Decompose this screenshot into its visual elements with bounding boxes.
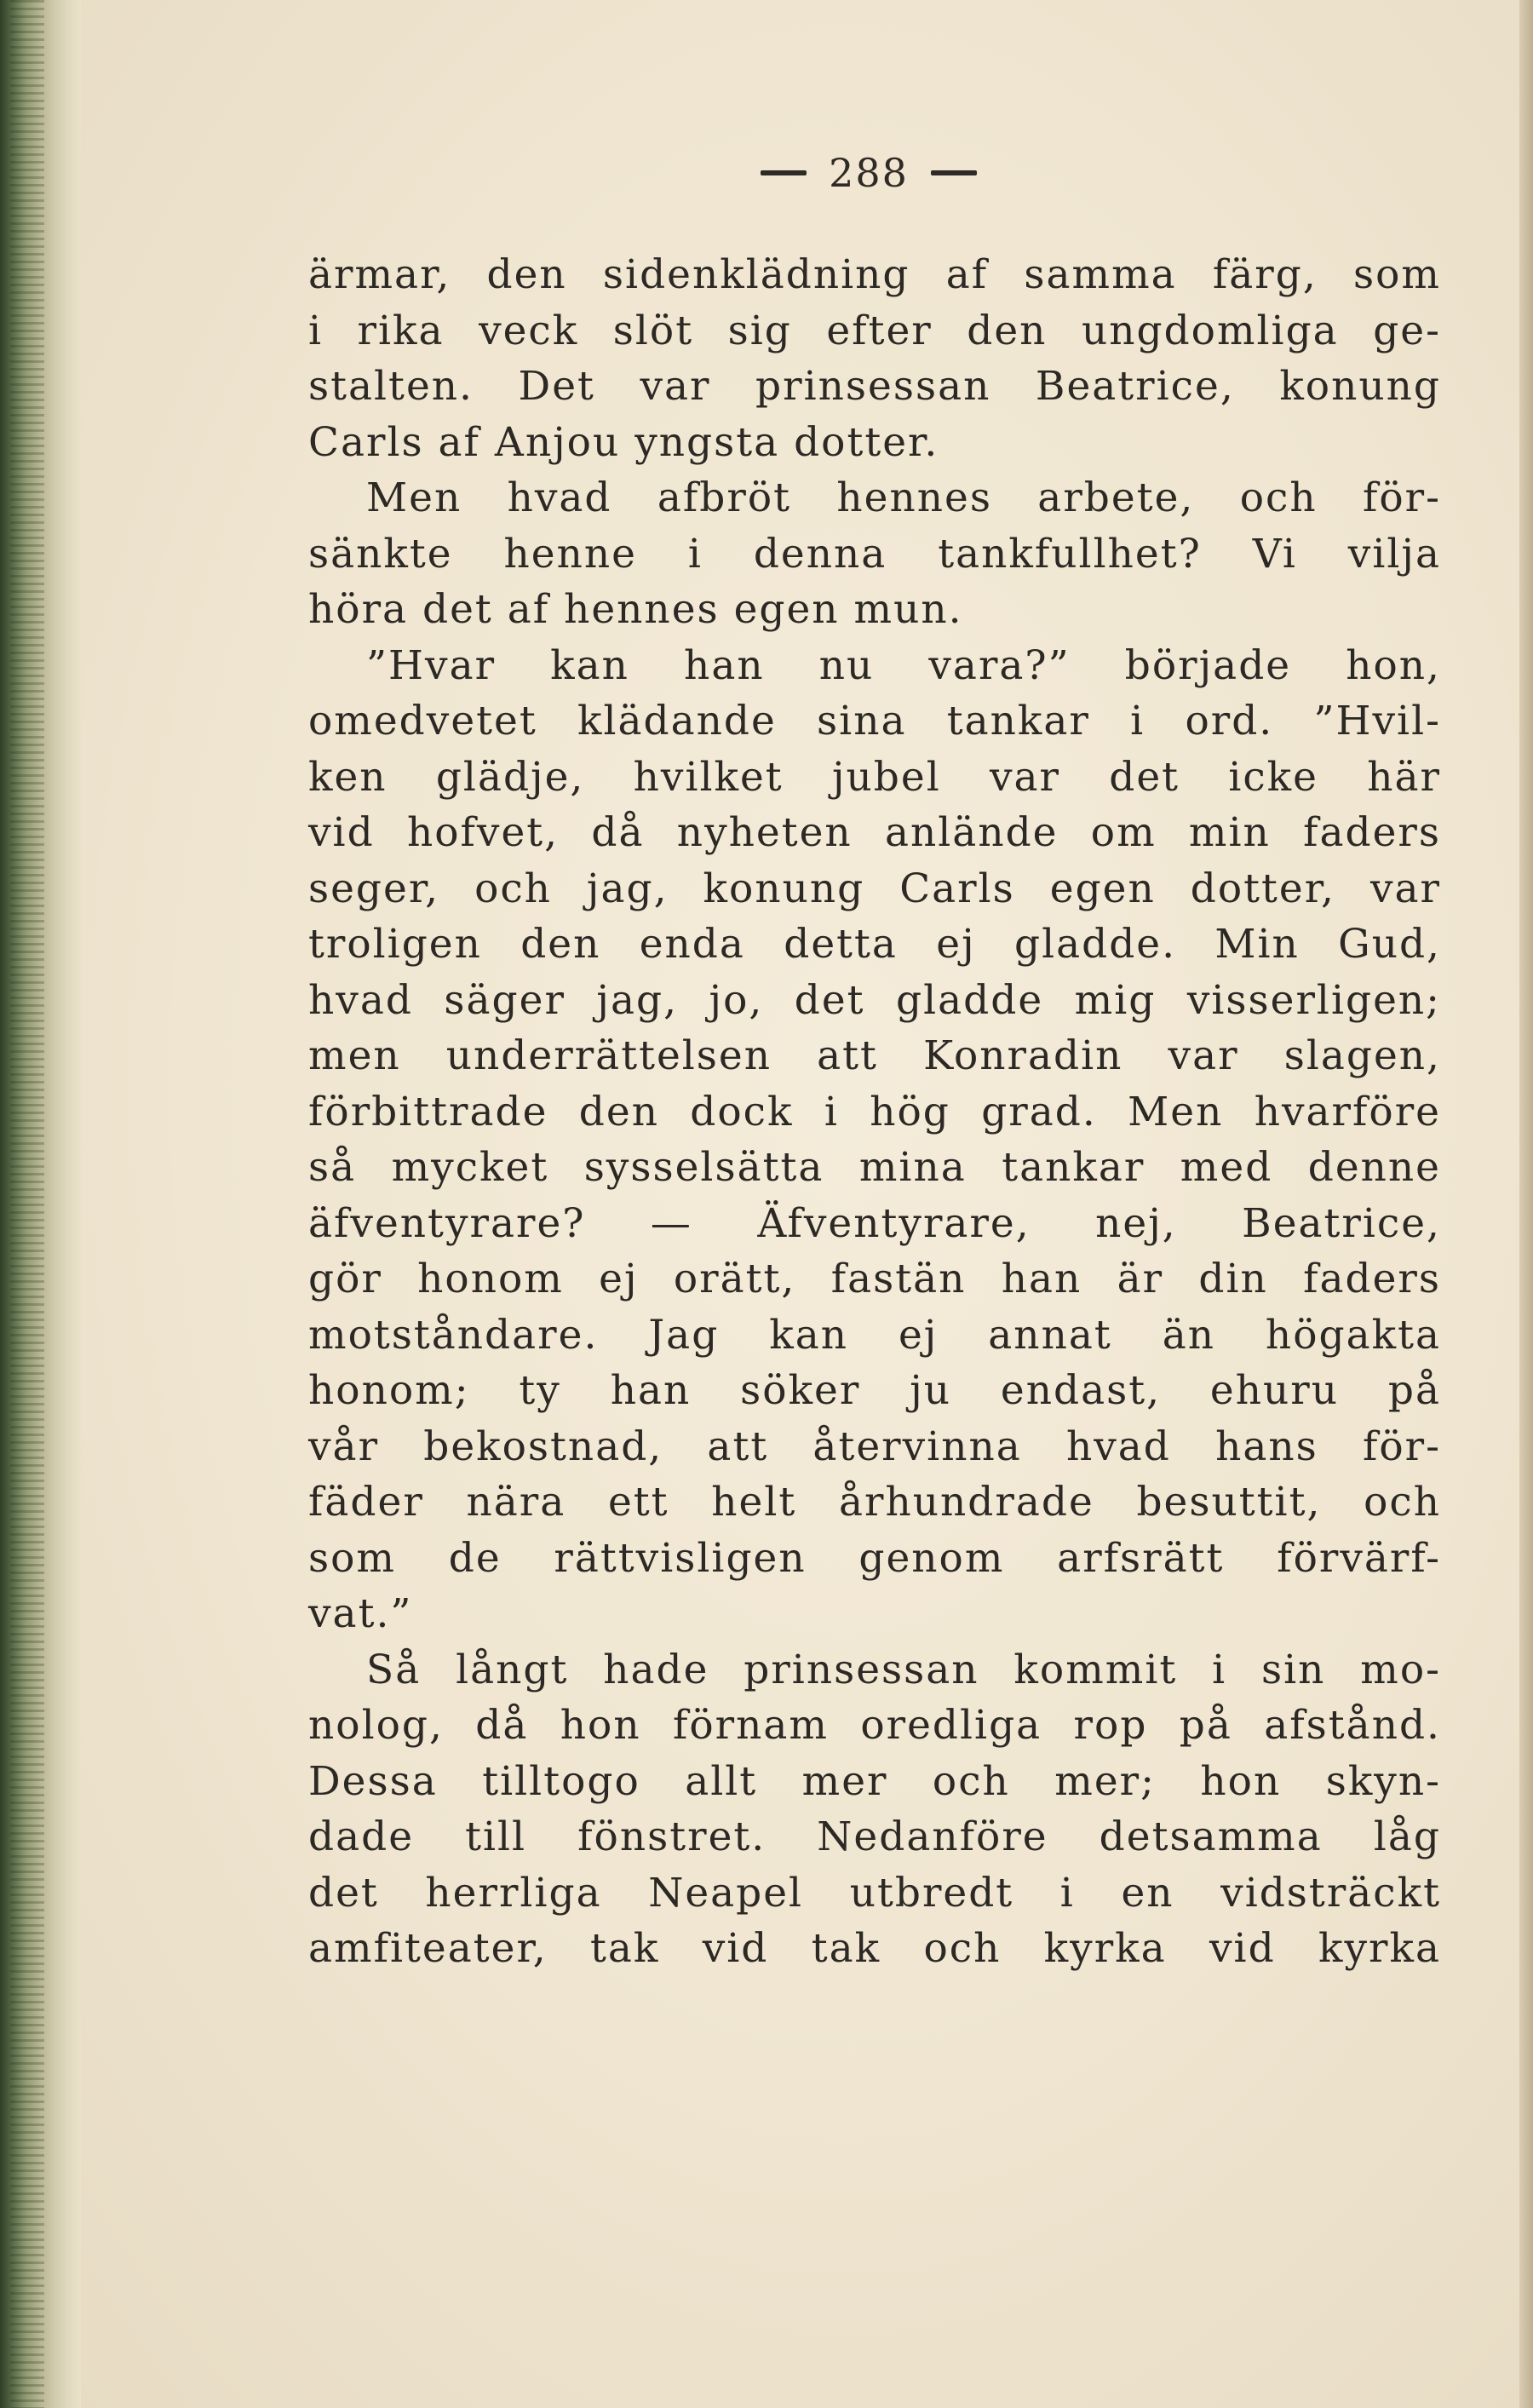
text-line: vat.” bbox=[308, 1590, 413, 1637]
text-line: så mycket sysselsätta mina tankar med denne bbox=[308, 1144, 1441, 1191]
text-line: sänkte henne i denna tankfullhet? Vi vilja bbox=[308, 530, 1441, 578]
text-line: seger, och jag, konung Carls egen dotter, var bbox=[308, 865, 1441, 912]
text-line: dade till fönstret. Nedanföre detsamma låg bbox=[308, 1813, 1441, 1860]
text-line: ken glädje, hvilket jubel var det icke här bbox=[308, 753, 1441, 801]
text-line: i rika veck slöt sig efter den ungdomliga ge- bbox=[308, 307, 1441, 354]
text-line: som de rättvisligen genom arfsrätt förvärf- bbox=[308, 1534, 1441, 1582]
text-line: vår bekostnad, att återvinna hvad hans för- bbox=[308, 1422, 1441, 1470]
text-line: höra det af hennes egen mun. bbox=[308, 586, 963, 633]
text-line: ”Hvar kan han nu vara?” började hon, bbox=[366, 641, 1441, 689]
text-line: gör honom ej orätt, fastän han är din faders bbox=[308, 1256, 1441, 1302]
text-line: troligen den enda detta ej gladde. Min Gud, bbox=[308, 921, 1441, 968]
text-line: Så långt hade prinsessan kommit i sin mo- bbox=[366, 1646, 1441, 1693]
text-line: det herrliga Neapel utbredt i en vidsträckt bbox=[308, 1869, 1441, 1917]
text-line: vid hofvet, då nyheten anlände om min faders bbox=[308, 809, 1441, 856]
text-line: äfventyrare? — Äfventyrare, nej, Beatrice, bbox=[308, 1199, 1441, 1247]
text-line: Carls af Anjou yngsta dotter. bbox=[308, 418, 939, 466]
text-line: hvad säger jag, jo, det gladde mig visserligen; bbox=[308, 976, 1441, 1024]
text-line: amfiteater, tak vid tak och kyrka vid kyrka bbox=[308, 1925, 1441, 1972]
text-line: nolog, då hon förnam oredliga rop på afstånd. bbox=[308, 1702, 1441, 1749]
text-line: Men hvad afbröt hennes arbete, och för- bbox=[366, 474, 1441, 521]
page-number: 288 bbox=[829, 150, 909, 196]
text-line: förbittrade den dock i hög grad. Men hvarföre bbox=[308, 1088, 1441, 1135]
spine-texture bbox=[10, 0, 44, 2408]
text-line: honom; ty han söker ju endast, ehuru på bbox=[308, 1367, 1441, 1414]
text-line: omedvetet klädande sina tankar i ord. ”Hvil- bbox=[308, 698, 1441, 744]
text-line: Dessa tilltogo allt mer och mer; hon skyn- bbox=[308, 1757, 1441, 1805]
page-header bbox=[715, 143, 1022, 203]
page-right-edge bbox=[1519, 0, 1533, 2408]
text-line: stalten. Det var prinsessan Beatrice, konung bbox=[308, 363, 1441, 410]
text-line: men underrättelsen att Konradin var slagen, bbox=[308, 1032, 1441, 1079]
body-text bbox=[308, 247, 1441, 1977]
left-dash bbox=[761, 170, 807, 175]
text-line: fäder nära ett helt århundrade besuttit, och bbox=[308, 1479, 1441, 1526]
right-dash bbox=[931, 170, 977, 175]
text-line: ärmar, den sidenklädning af samma färg, som bbox=[308, 251, 1441, 298]
text-line: motståndare. Jag kan ej annat än högakta bbox=[308, 1311, 1441, 1359]
